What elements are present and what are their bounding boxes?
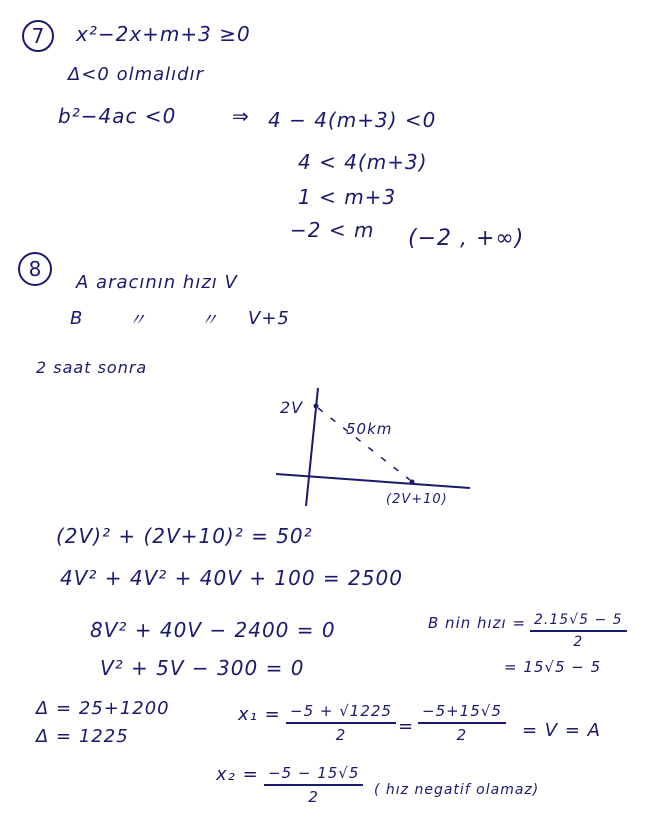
x1-fraction-2 [418,702,506,744]
q7-step2: 4 < 4(m+3) [298,150,428,174]
x1-equals: = [398,716,415,737]
q8-equation-4: V² + 5V − 300 = 0 [100,656,305,680]
x2-note: ( hız negatif olamaz) [374,782,540,798]
q7-condition: Δ<0 olmalıdır [68,64,204,85]
x1-numerator-2: −5+15√5 [418,702,506,724]
x2-label: x₂ = [216,764,259,785]
x1-label: x₁ = [238,704,281,725]
x2-denominator: 2 [308,788,319,806]
graph-x-label: (2V+10) [386,492,448,507]
delta-sum: Δ = 25+1200 [36,698,170,719]
q8-equation-2: 4V² + 4V² + 40V + 100 = 2500 [60,566,403,590]
question-8-number: 8 [18,252,52,286]
q8-after-2-hours: 2 saat sonra [36,358,148,377]
x1-denominator: 2 [335,726,347,744]
q8-line-b-speed: V+5 [248,308,290,329]
b-speed-denominator: 2 [573,634,584,650]
q7-equation: x²−2x+m+3 ≥0 [76,22,251,46]
x1-numerator: −5 + √1225 [286,702,396,724]
q7-answer-interval: (−2 , +∞) [408,226,525,251]
x2-fraction [264,764,363,806]
q8-equation-1: (2V)² + (2V+10)² = 50² [56,524,313,548]
q8-line-b-ditto-1: 〃 [128,310,147,331]
q7-step3: 1 < m+3 [298,185,397,209]
q7-step1: 4 − 4(m+3) <0 [268,108,437,132]
q8-equation-3: 8V² + 40V − 2400 = 0 [90,618,336,642]
q8-line-b-ditto-2: 〃 [200,310,219,331]
hypotenuse-dashed-line [318,408,410,480]
x1-fraction [286,702,396,744]
q7-step4: −2 < m [290,218,375,242]
b-speed-label: B nin hızı = [428,614,527,632]
x1-result: = V = A [522,720,601,741]
x-axis-point [410,480,415,485]
delta-value: Δ = 1225 [36,726,129,747]
graph-y-label: 2V [280,398,304,417]
b-speed-numerator: 2.15√5 − 5 [530,612,627,632]
q7-discriminant: b²−4ac <0 [58,104,177,128]
graph-distance-label: 50km [346,420,393,438]
x2-numerator: −5 − 15√5 [264,764,363,786]
x1-denominator-2: 2 [456,726,468,744]
b-speed-result: = 15√5 − 5 [504,658,602,676]
b-speed-fraction [530,612,627,650]
q8-line-a: A aracının hızı V [76,272,238,293]
q8-line-b-name: B [70,308,84,329]
y-axis-point [314,404,319,409]
q7-implies-arrow: ⇒ [232,104,250,128]
question-7-number: 7 [22,20,54,52]
x-axis-line [276,474,470,488]
